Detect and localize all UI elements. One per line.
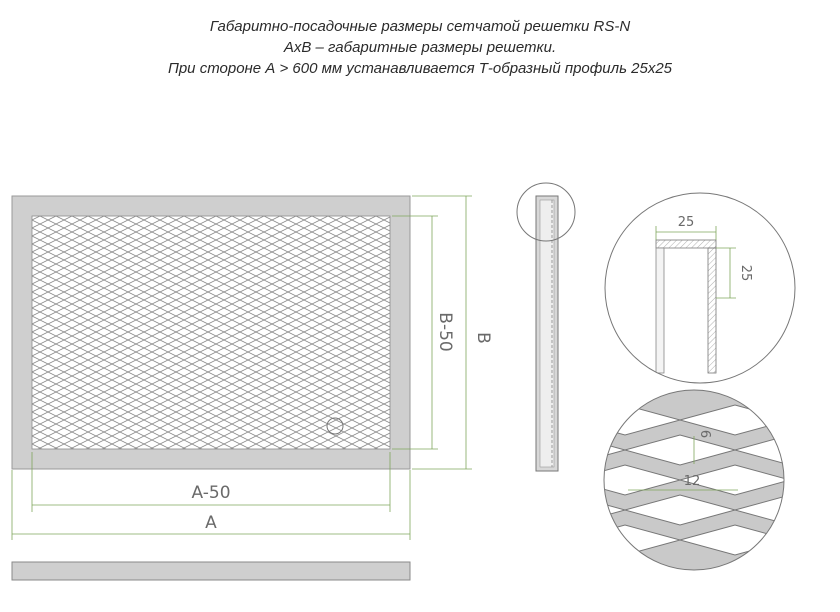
caption-profile-note: При стороне А > 600 мм устанавливается Т-образный профиль 25х25 bbox=[167, 60, 673, 77]
label-inner-width: A-50 bbox=[191, 483, 231, 503]
label-outer-height: B bbox=[473, 332, 493, 344]
label-profile-height: 25 bbox=[738, 264, 753, 282]
profile-detail bbox=[600, 190, 800, 390]
grille-front-view bbox=[12, 196, 410, 469]
label-mesh-width: 12 bbox=[683, 474, 701, 489]
mesh-panel bbox=[32, 216, 390, 449]
mesh-cell-detail bbox=[515, 388, 840, 573]
caption-title: Габаритно-посадочные размеры сетчатой решетки RS-N bbox=[209, 18, 631, 35]
label-profile-width: 25 bbox=[677, 215, 695, 230]
grille-bottom-edge-view bbox=[12, 562, 410, 580]
caption-dimensions-note: AxB – габаритные размеры решетки. bbox=[283, 39, 557, 56]
label-mesh-height: 6 bbox=[697, 429, 712, 439]
grille-side-view bbox=[517, 183, 575, 471]
label-inner-height: B-50 bbox=[435, 312, 455, 352]
label-outer-width: A bbox=[205, 513, 217, 533]
profile-flange bbox=[656, 240, 716, 248]
profile-web bbox=[708, 248, 716, 373]
